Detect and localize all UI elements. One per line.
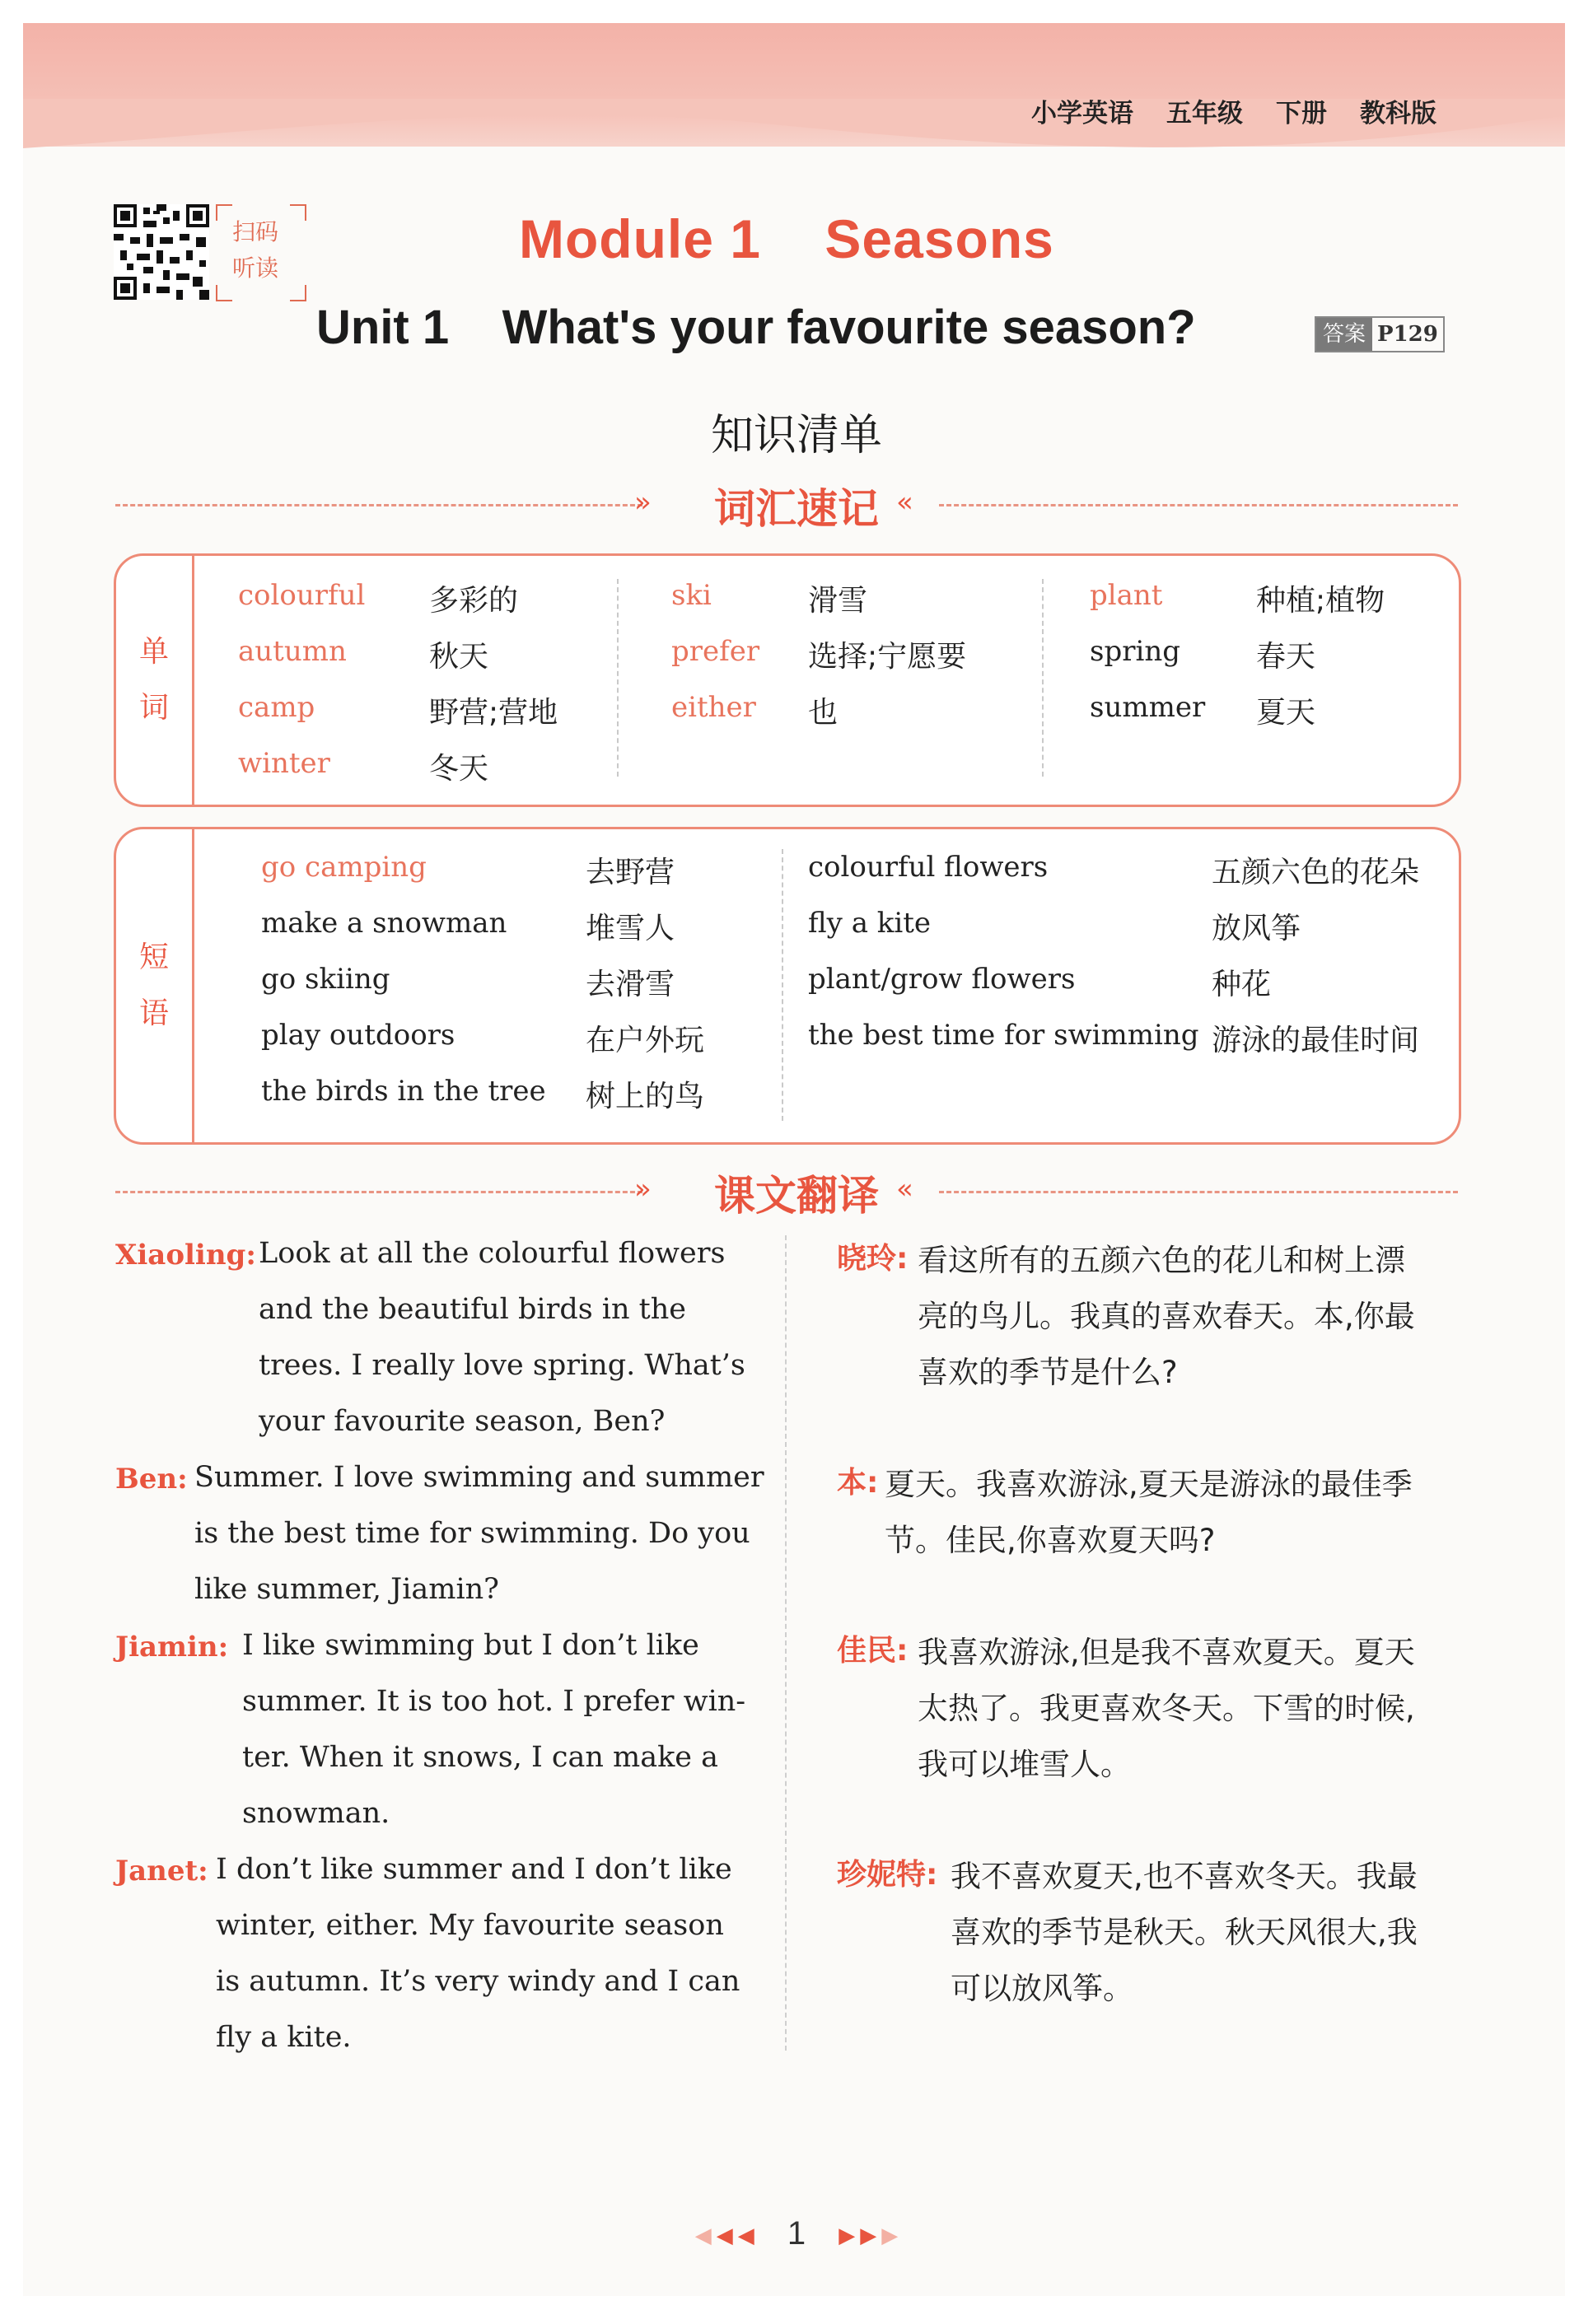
translation-line: 可以放风筝。 [951, 1971, 1133, 2006]
tag-subject: 小学英语 [1031, 99, 1133, 128]
chevron-left-icon: « [896, 486, 913, 519]
dialogue-line: I like swimming but I don’t like [242, 1629, 699, 1662]
column-divider [617, 579, 619, 777]
speaker-name: Jiamin: [115, 1631, 229, 1664]
word-cn: 也 [808, 696, 839, 730]
phrase-en: fly a kite [808, 907, 932, 940]
phrase-en: colourful flowers [808, 851, 1049, 884]
translation-line: 太热了。我更喜欢冬天。下雪的时候, [918, 1691, 1415, 1726]
word-en: ski [671, 579, 712, 612]
phrases-side-label [116, 829, 194, 1142]
phrase-cn: 种花 [1212, 968, 1272, 1001]
speaker-name-cn: 佳民: [837, 1634, 909, 1668]
answer-label: 答案 [1316, 318, 1372, 351]
translation-line: 喜欢的季节是什么? [918, 1355, 1178, 1390]
phrase-cn: 游泳的最佳时间 [1212, 1024, 1420, 1057]
phrase-en: make a snowman [261, 907, 507, 940]
word-en: plant [1090, 579, 1163, 612]
answer-page: P129 [1377, 322, 1438, 347]
translation-line: 看这所有的五颜六色的花儿和树上漂 [918, 1243, 1405, 1278]
prev-arrow-icon: ◀ [716, 2222, 733, 2247]
translation-section-title: 课文翻译 [714, 1172, 879, 1220]
words-box [114, 553, 1461, 807]
scan-to-listen-label [216, 204, 306, 301]
translation-line: 我可以堆雪人。 [918, 1747, 1131, 1782]
phrase-cn: 去野营 [586, 856, 675, 889]
column-divider [1042, 579, 1044, 777]
word-en: autumn [238, 635, 347, 668]
words-side-char2: 词 [138, 691, 169, 725]
scan-label-line1: 扫码 [232, 218, 279, 245]
page-number: 1 [787, 2215, 806, 2252]
section-divider-right [939, 1191, 1458, 1193]
dialogue-line: fly a kite. [216, 2021, 352, 2054]
translation-line: 我喜欢游泳,但是我不喜欢夏天。夏天 [918, 1635, 1415, 1670]
word-cn: 春天 [1256, 640, 1316, 674]
translation-line: 我不喜欢夏天,也不喜欢冬天。我最 [951, 1859, 1418, 1894]
word-en: prefer [671, 635, 760, 668]
dialogue-line: ter. When it snows, I can make a [242, 1741, 718, 1774]
word-en: either [671, 691, 756, 724]
next-arrow-icon: ▶ [839, 2222, 856, 2247]
phrase-cn: 放风筝 [1212, 912, 1301, 945]
page-background [23, 23, 1565, 2296]
translation-line: 夏天。我喜欢游泳,夏天是游泳的最佳季 [885, 1467, 1413, 1502]
word-cn: 野营;营地 [429, 696, 558, 730]
word-en: camp [238, 691, 315, 724]
word-cn: 种植;植物 [1256, 584, 1385, 618]
tag-grade: 五年级 [1166, 99, 1243, 128]
book-info-tags [1031, 92, 1437, 129]
chevron-right-icon: » [634, 486, 652, 519]
word-cn: 夏天 [1256, 696, 1316, 730]
dialogue-line: is autumn. It’s very windy and I can [216, 1965, 740, 1998]
phrases-box [114, 827, 1461, 1145]
phrase-en: the best time for swimming [808, 1019, 1199, 1052]
prev-arrow-icon: ◀ [737, 2222, 754, 2247]
answer-page-badge[interactable] [1315, 316, 1445, 352]
phrase-cn: 堆雪人 [586, 912, 675, 945]
word-cn: 冬天 [429, 752, 489, 786]
translation-line: 喜欢的季节是秋天。秋天风很大,我 [951, 1915, 1418, 1950]
words-side-char1: 单 [138, 635, 169, 669]
phrase-en: the birds in the tree [261, 1075, 546, 1108]
phrase-en: go camping [261, 851, 427, 884]
vocab-section-title: 词汇速记 [714, 485, 879, 533]
chevron-right-icon: » [634, 1173, 652, 1206]
translation-line: 亮的鸟儿。我真的喜欢春天。本,你最 [918, 1299, 1415, 1334]
word-cn: 滑雪 [808, 584, 868, 618]
words-side-label [116, 556, 194, 805]
section-divider-right [939, 504, 1458, 506]
prev-arrow-icon: ◀ [694, 2222, 712, 2247]
word-cn: 选择;宁愿要 [808, 640, 967, 674]
tag-volume: 下册 [1276, 99, 1327, 128]
word-en: summer [1090, 691, 1206, 724]
dialogue-line: snowman. [242, 1797, 390, 1830]
unit-title: Unit 1 What's your favourite season? [316, 301, 1196, 354]
dialogue-line: and the beautiful birds in the [259, 1293, 686, 1326]
column-divider [782, 849, 783, 1121]
phrase-cn: 五颜六色的花朵 [1212, 856, 1420, 889]
qr-code-icon[interactable] [114, 204, 209, 300]
phrase-cn: 在户外玩 [586, 1024, 705, 1057]
speaker-name: Ben: [115, 1463, 188, 1496]
dialogue-line: is the best time for swimming. Do you [194, 1517, 750, 1550]
dialogue-column-divider [785, 1235, 787, 2051]
phrase-cn: 树上的鸟 [586, 1080, 705, 1113]
scan-label-line2: 听读 [232, 254, 279, 282]
speaker-name: Xiaoling: [115, 1239, 256, 1272]
knowledge-list-title: 知识清单 [710, 411, 882, 460]
page-footer [0, 2215, 1593, 2252]
next-arrow-icon: ▶ [881, 2222, 899, 2247]
dialogue-line: summer. It is too hot. I prefer win- [242, 1685, 746, 1718]
speaker-name-cn: 晓玲: [837, 1242, 909, 1276]
phrase-en: play outdoors [261, 1019, 455, 1052]
phrases-side-char1: 短 [138, 940, 169, 974]
module-title: Module 1 Seasons [519, 208, 1054, 269]
dialogue-line: Summer. I love swimming and summer [194, 1461, 764, 1494]
next-arrow-icon: ▶ [860, 2222, 877, 2247]
translation-line: 节。佳民,你喜欢夏天吗? [885, 1523, 1216, 1558]
dialogue-line: winter, either. My favourite season [216, 1909, 724, 1942]
speaker-name: Janet: [115, 1855, 208, 1888]
word-en: colourful [238, 579, 366, 612]
speaker-name-cn: 本: [837, 1466, 879, 1500]
phrase-cn: 去滑雪 [586, 968, 675, 1001]
tag-edition: 教科版 [1360, 99, 1437, 128]
dialogue-line: your favourite season, Ben? [259, 1405, 666, 1438]
word-cn: 多彩的 [429, 584, 519, 618]
phrase-en: plant/grow flowers [808, 963, 1076, 996]
word-en: winter [238, 747, 330, 780]
word-en: spring [1090, 635, 1181, 668]
chevron-left-icon: « [896, 1173, 913, 1206]
dialogue-line: I don’t like summer and I don’t like [216, 1853, 732, 1886]
word-cn: 秋天 [429, 640, 489, 674]
dialogue-line: trees. I really love spring. What’s [259, 1349, 745, 1382]
phrase-en: go skiing [261, 963, 390, 996]
dialogue-line: Look at all the colourful flowers [259, 1237, 726, 1270]
speaker-name-cn: 珍妮特: [837, 1858, 938, 1892]
phrases-side-char2: 语 [138, 996, 169, 1030]
dialogue-line: like summer, Jiamin? [194, 1573, 499, 1606]
